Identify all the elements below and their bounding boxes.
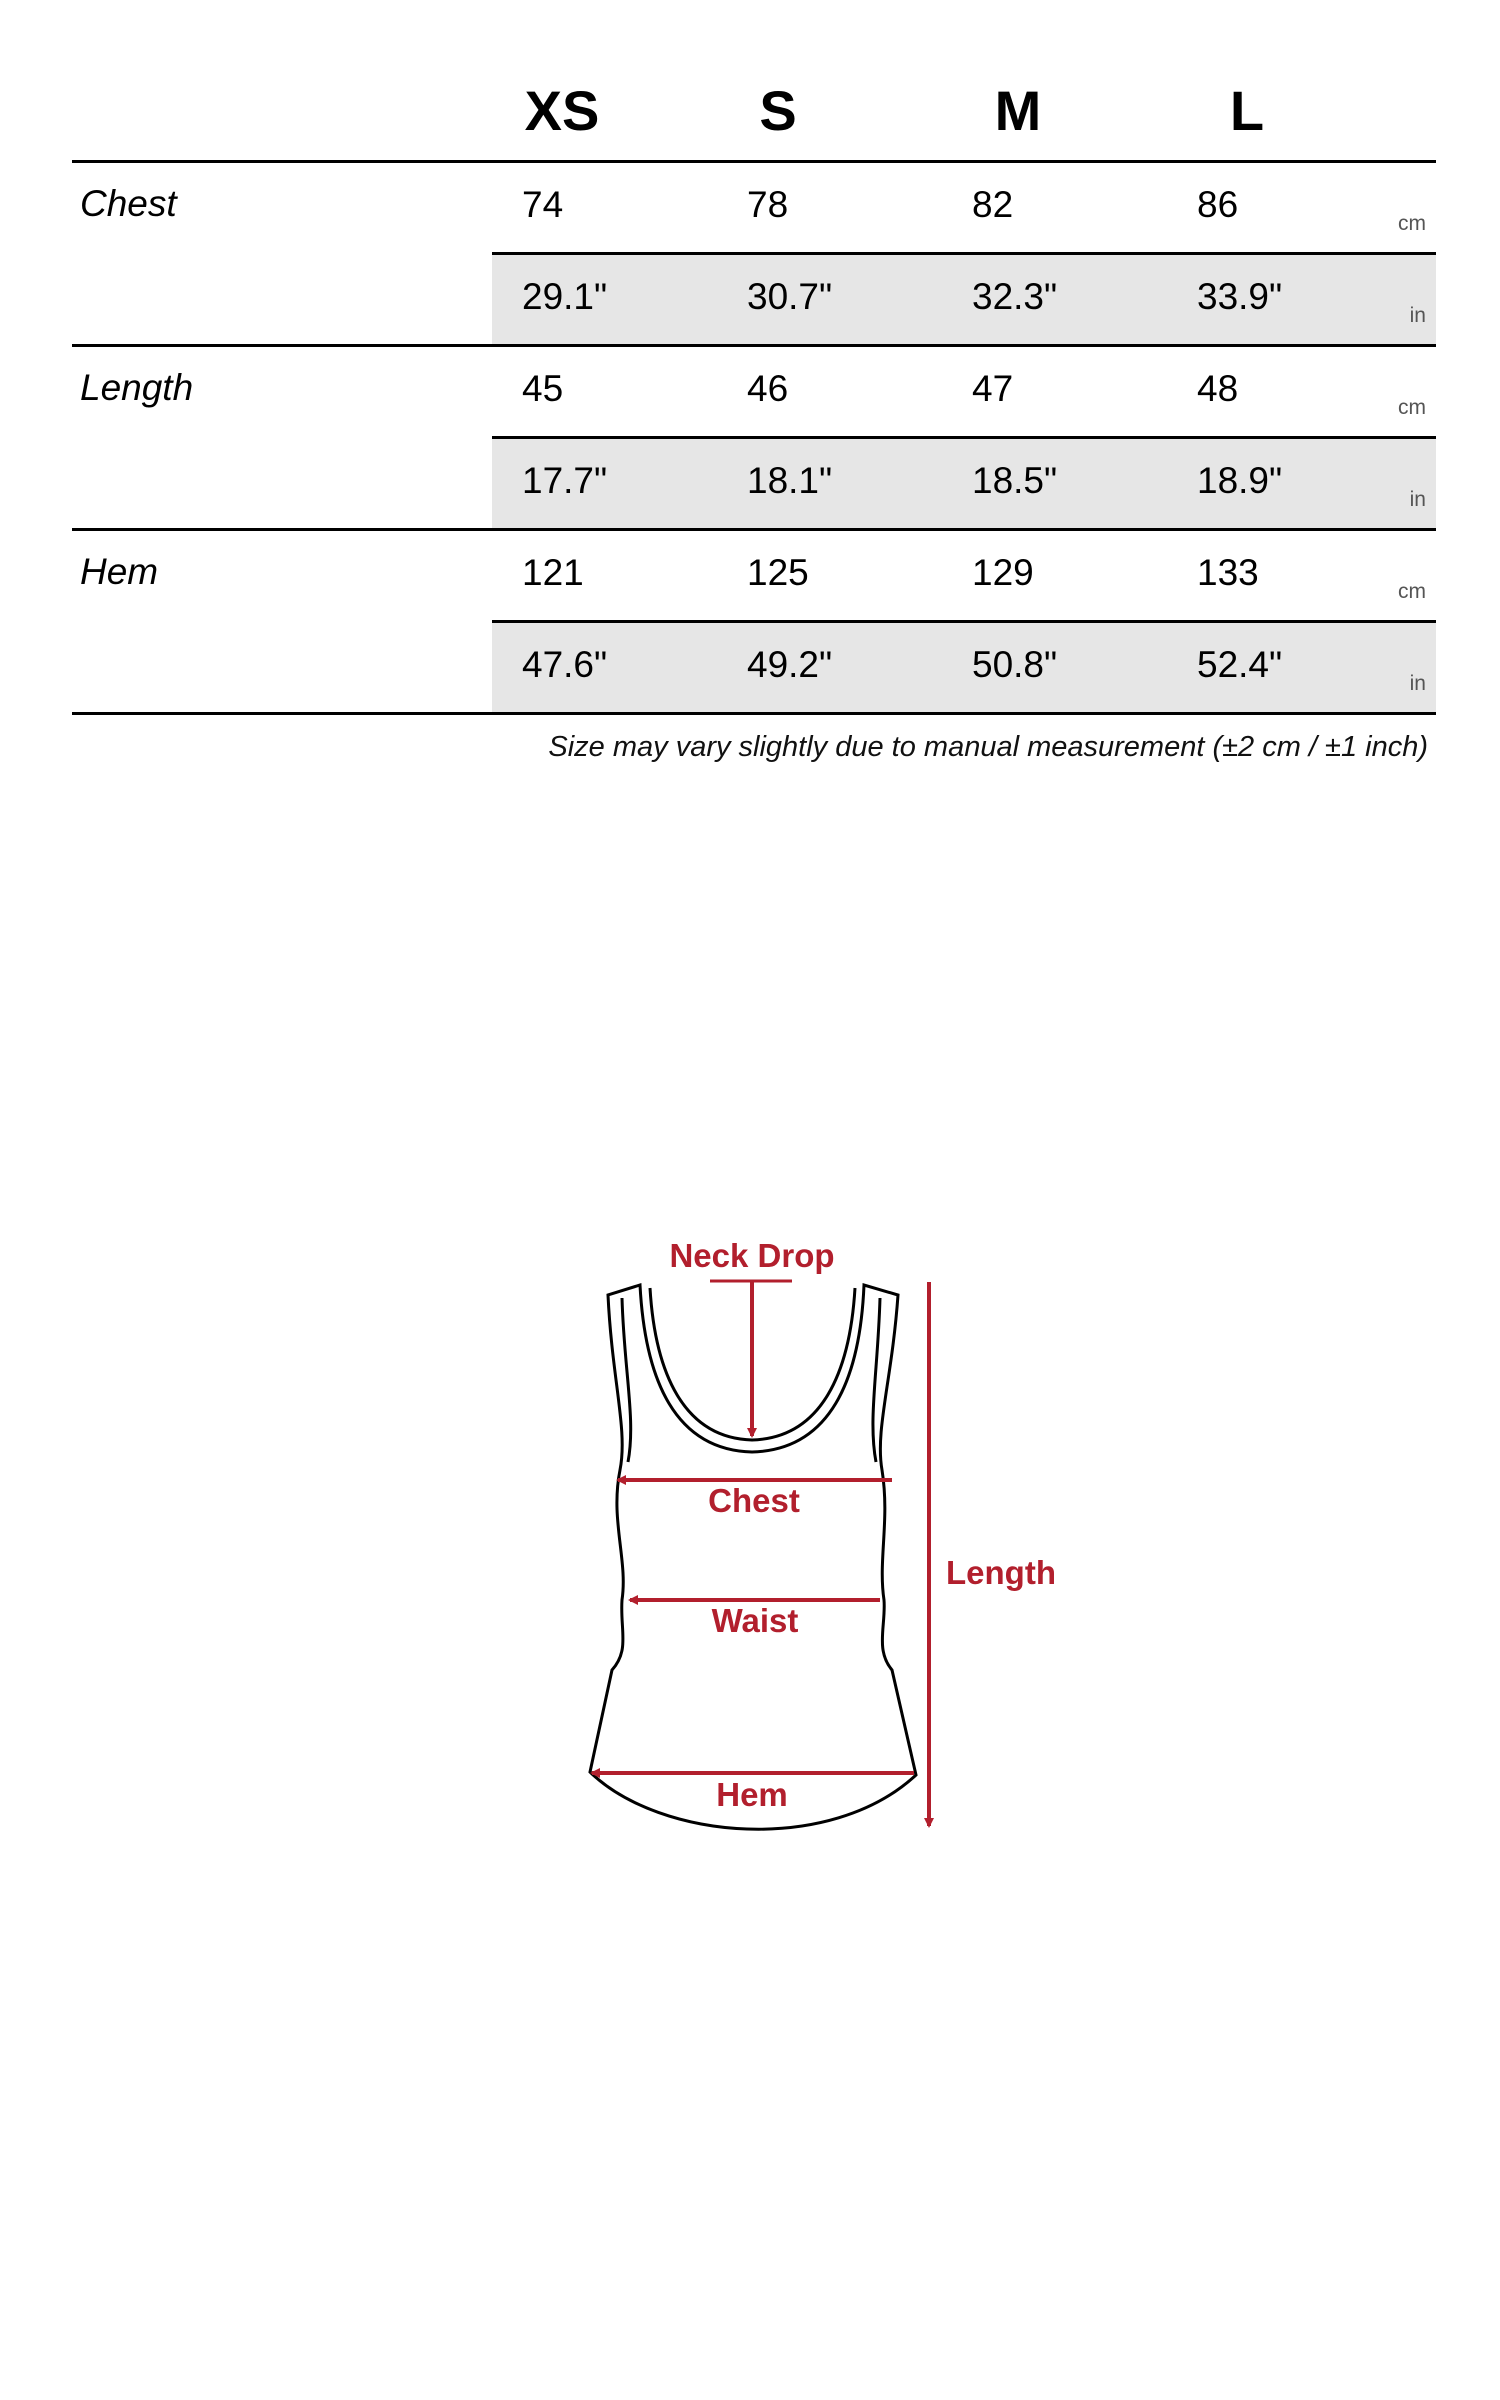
length-cm-s: 46 [747,368,789,409]
length-label: Length [80,367,194,408]
size-header-m: M [994,79,1042,142]
length-in-xs: 17.7" [522,460,608,501]
length-cm-l: 48 [1197,368,1239,409]
hem-in-xs: 47.6" [522,644,608,685]
unit-cm-label: cm [1398,212,1426,235]
length-diagram-label: Length [946,1554,1056,1591]
unit-in-label: in [1409,304,1426,327]
length-in-m: 18.5" [972,460,1058,501]
size-header-l: L [1229,79,1265,142]
hem-cm-m: 129 [972,552,1034,593]
neck-drop-label: Neck Drop [669,1237,835,1274]
unit-in-label: in [1409,672,1426,695]
chest-cm-xs: 74 [522,184,564,225]
size-header-s: S [759,79,797,142]
chest-cm-s: 78 [747,184,789,225]
measurement-disclaimer: Size may vary slightly due to manual measurement (±2 cm / ±1 inch) [548,731,1428,763]
chest-cm-m: 82 [972,184,1014,225]
hem-label: Hem [80,551,159,592]
hem-cm-xs: 121 [522,552,584,593]
unit-in-label: in [1409,488,1426,511]
chest-cm-l: 86 [1197,184,1239,225]
chest-label: Chest [80,183,177,224]
hem-in-s: 49.2" [747,644,833,685]
hem-in-m: 50.8" [972,644,1058,685]
chest-diagram-label: Chest [708,1482,800,1519]
size-header-xs: XS [524,79,600,142]
hem-in-l: 52.4" [1197,644,1283,685]
unit-cm-label: cm [1398,580,1426,603]
hem-cm-l: 133 [1197,552,1259,593]
hem-cm-s: 125 [747,552,809,593]
length-in-l: 18.9" [1197,460,1283,501]
right-strap-inner-line [873,1298,880,1462]
chest-in-m: 32.3" [972,276,1058,317]
length-cm-xs: 45 [522,368,564,409]
chest-in-l: 33.9" [1197,276,1283,317]
chest-in-xs: 29.1" [522,276,608,317]
waist-diagram-label: Waist [711,1602,799,1639]
length-in-s: 18.1" [747,460,833,501]
hem-diagram-label: Hem [716,1776,788,1813]
length-cm-m: 47 [972,368,1014,409]
unit-cm-label: cm [1398,396,1426,419]
chest-in-s: 30.7" [747,276,833,317]
